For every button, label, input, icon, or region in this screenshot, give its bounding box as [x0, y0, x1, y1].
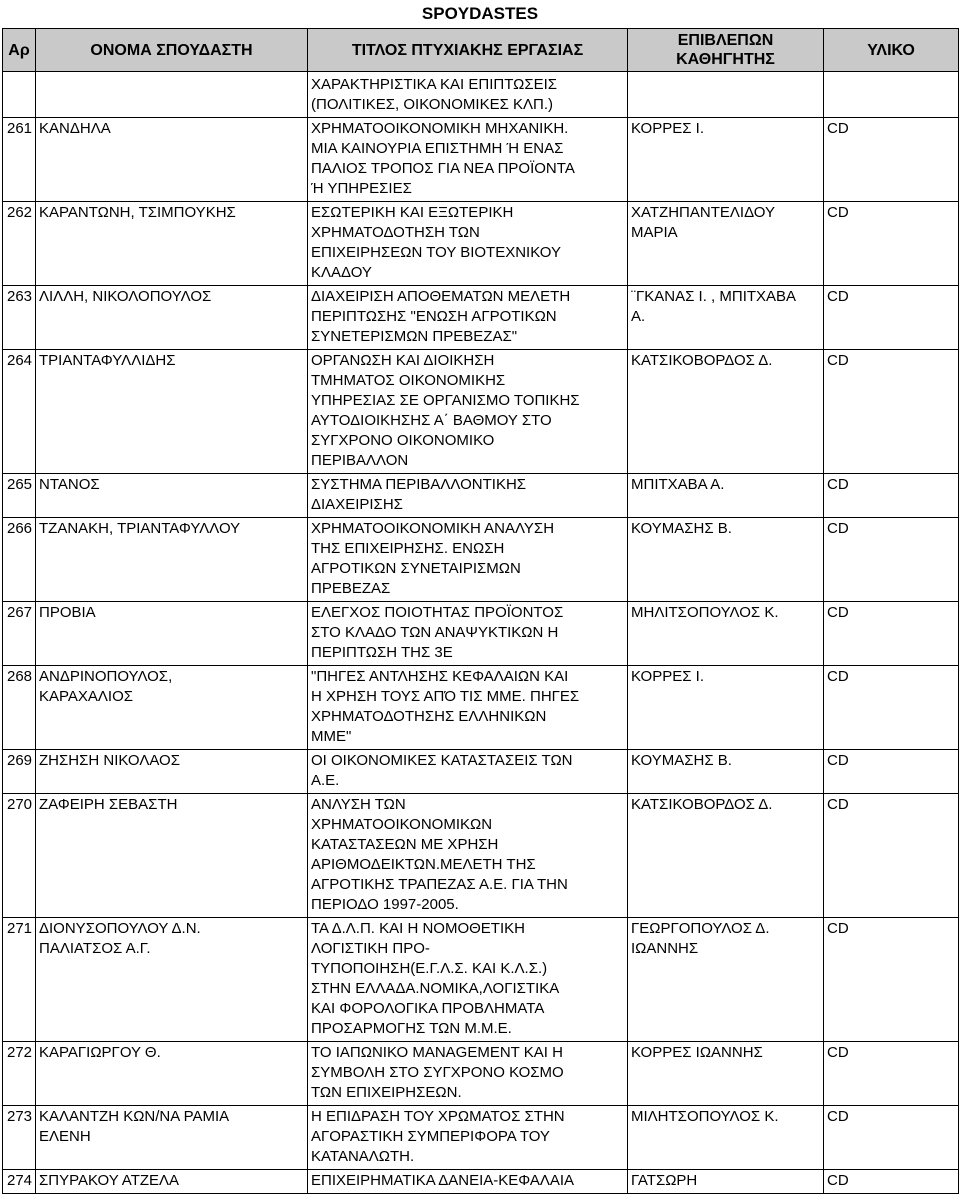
table-row — [3, 666, 959, 750]
thesis-title: ΕΠΙΧΕΙΡΗΜΑΤΙΚΑ ΔΑΝΕΙΑ-ΚΕΦΑΛΑΙΑ — [308, 1170, 628, 1194]
thesis-table — [2, 28, 959, 1194]
thesis-title: ΧΡΗΜΑΤΟΟΙΚΟΝΟΜΙΚΗ ΑΝΑΛΥΣΗ ΤΗΣ ΕΠΙΧΕΙΡΗΣΗΣ. ΕΝΩΣΗ ΑΓΡΟΤΙΚΩΝ ΣΥΝΕΤΑΙΡΙΣΜΩΝ ΠΡΕΒΕΖΑΣ — [308, 518, 628, 602]
student-name: ΝΤΑΝΟΣ — [36, 474, 308, 518]
table-row — [3, 72, 959, 118]
student-name: ΚΑΡΑΝΤΩΝΗ, ΤΣΙΜΠΟΥΚΗΣ — [36, 202, 308, 286]
table-row — [3, 1042, 959, 1106]
row-number: 263 — [3, 286, 36, 350]
header-student: ΟΝΟΜΑ ΣΠΟΥΔΑΣΤΗ — [36, 29, 308, 72]
supervisor-name: ΚΑΤΣΙΚΟΒΟΡΔΟΣ Δ. — [628, 794, 824, 918]
material-type: CD — [824, 794, 959, 918]
student-name: ΖΗΣΗΣΗ ΝΙΚΟΛΑΟΣ — [36, 750, 308, 794]
supervisor-name: ¨ΓΚΑΝΑΣ Ι. , ΜΠΙΤΧΑΒΑ Α. — [628, 286, 824, 350]
row-number: 266 — [3, 518, 36, 602]
row-number: 262 — [3, 202, 36, 286]
supervisor-name: ΚΟΡΡΕΣ Ι. — [628, 666, 824, 750]
material-type: CD — [824, 118, 959, 202]
student-name — [36, 72, 308, 118]
student-name: ΛΙΛΛΗ, ΝΙΚΟΛΟΠΟΥΛΟΣ — [36, 286, 308, 350]
thesis-title: ΕΛΕΓΧΟΣ ΠΟΙΟΤΗΤΑΣ ΠΡΟΪΟΝΤΟΣ ΣΤΟ ΚΛΑΔΟ ΤΩΝ ΑΝΑΨΥΚΤΙΚΩΝ Η ΠΕΡΙΠΤΩΣΗ ΤΗΣ 3Ε — [308, 602, 628, 666]
thesis-title: ΧΡΗΜΑΤΟΟΙΚΟΝΟΜΙΚΗ ΜΗΧΑΝΙΚΗ. ΜΙΑ ΚΑΙΝΟΥΡΙΑ ΕΠΙΣΤΗΜΗ Ή ΕΝΑΣ ΠΑΛΙΟΣ ΤΡΟΠΟΣ ΓΙΑ ΝΕΑ ΠΡΟΪΟΝΤΑ Ή ΥΠΗΡΕΣΙΕΣ — [308, 118, 628, 202]
material-type: CD — [824, 518, 959, 602]
thesis-title: ΑΝΛΥΣΗ ΤΩΝ ΧΡΗΜΑΤΟΟΙΚΟΝΟΜΙΚΩΝ ΚΑΤΑΣΤΑΣΕΩΝ ΜΕ ΧΡΗΣΗ ΑΡΙΘΜΟΔΕΙΚΤΩΝ.ΜΕΛΕΤΗ ΤΗΣ ΑΓΡΟΤΙΚΗΣ ΤΡΑΠΕΖΑΣ Α.Ε. ΓΙΑ ΤΗΝ ΠΕΡΙΟΔΟ 1997-2005. — [308, 794, 628, 918]
student-name: ΣΠΥΡΑΚΟΥ ΑΤΖΕΛΑ — [36, 1170, 308, 1194]
table-row — [3, 794, 959, 918]
material-type: CD — [824, 602, 959, 666]
supervisor-name: ΚΑΤΣΙΚΟΒΟΡΔΟΣ Δ. — [628, 350, 824, 474]
student-name: ΖΑΦΕΙΡΗ ΣΕΒΑΣΤΗ — [36, 794, 308, 918]
supervisor-name: ΚΟΡΡΕΣ ΙΩΑΝΝΗΣ — [628, 1042, 824, 1106]
material-type: CD — [824, 918, 959, 1042]
material-type: CD — [824, 286, 959, 350]
thesis-title: ΟΡΓΑΝΩΣΗ ΚΑΙ ΔΙΟΙΚΗΣΗ ΤΜΗΜΑΤΟΣ ΟΙΚΟΝΟΜΙΚΗΣ ΥΠΗΡΕΣΙΑΣ ΣΕ ΟΡΓΑΝΙΣΜΟ ΤΟΠΙΚΗΣ ΑΥΤΟΔΙΟΙΚΗΣΗΣ Α΄ ΒΑΘΜΟΥ ΣΤΟ ΣΥΓΧΡΟΝΟ ΟΙΚΟΝΟΜΙΚΟ ΠΕΡΙΒΑΛΛΟΝ — [308, 350, 628, 474]
header-row — [3, 29, 959, 72]
material-type: CD — [824, 666, 959, 750]
student-name: ΠΡΟΒΙΑ — [36, 602, 308, 666]
student-name: ΚΑΝΔΗΛΑ — [36, 118, 308, 202]
table-row — [3, 202, 959, 286]
thesis-title: ΤΟ ΙΑΠΩΝΙΚΟ MANAGEMENT ΚΑΙ Η ΣΥΜΒΟΛΗ ΣΤΟ ΣΥΓΧΡΟΝΟ ΚΟΣΜΟ ΤΩΝ ΕΠΙΧΕΙΡΗΣΕΩΝ. — [308, 1042, 628, 1106]
thesis-title: ΤΑ Δ.Λ.Π. ΚΑΙ Η ΝΟΜΟΘΕΤΙΚΗ ΛΟΓΙΣΤΙΚΗ ΠΡΟ- ΤΥΠΟΠΟΙΗΣΗ(Ε.Γ.Λ.Σ. ΚΑΙ Κ.Λ.Σ.) ΣΤΗΝ ΕΛΛΑΔΑ.ΝΟΜΙΚΑ,ΛΟΓΙΣΤΙΚΑ ΚΑΙ ΦΟΡΟΛΟΓΙΚΑ ΠΡΟΒΛΗΜΑΤΑ ΠΡΟΣΑΡΜΟΓΗΣ ΤΩΝ Μ.Μ.Ε. — [308, 918, 628, 1042]
row-number: 272 — [3, 1042, 36, 1106]
material-type — [824, 72, 959, 118]
thesis-title: ΔΙΑΧΕΙΡΙΣΗ ΑΠΟΘΕΜΑΤΩΝ ΜΕΛΕΤΗ ΠΕΡΙΠΤΩΣΗΣ "ΕΝΩΣΗ ΑΓΡΟΤΙΚΩΝ ΣΥΝΕΤΕΡΙΣΜΩΝ ΠΡΕΒΕΖΑΣ" — [308, 286, 628, 350]
row-number: 268 — [3, 666, 36, 750]
row-number: 269 — [3, 750, 36, 794]
supervisor-name: ΜΠΙΤΧΑΒΑ Α. — [628, 474, 824, 518]
thesis-title: ΧΑΡΑΚΤΗΡΙΣΤΙΚΑ ΚΑΙ ΕΠΙΠΤΩΣΕΙΣ (ΠΟΛΙΤΙΚΕΣ, ΟΙΚΟΝΟΜΙΚΕΣ ΚΛΠ.) — [308, 72, 628, 118]
supervisor-name: ΜΙΛΗΤΣΟΠΟΥΛΟΣ Κ. — [628, 1106, 824, 1170]
student-name: ΔΙΟΝΥΣΟΠΟΥΛΟΥ Δ.Ν. ΠΑΛΙΑΤΣΟΣ Α.Γ. — [36, 918, 308, 1042]
row-number: 271 — [3, 918, 36, 1042]
header-ar: Αρ — [3, 29, 36, 72]
table-row — [3, 602, 959, 666]
supervisor-name: ΚΟΥΜΑΣΗΣ Β. — [628, 518, 824, 602]
student-name: ΤΖΑΝΑΚΗ, ΤΡΙΑΝΤΑΦΥΛΛΟΥ — [36, 518, 308, 602]
student-name: ΤΡΙΑΝΤΑΦΥΛΛΙΔΗΣ — [36, 350, 308, 474]
material-type: CD — [824, 1042, 959, 1106]
table-row — [3, 474, 959, 518]
supervisor-name: ΜΗΛΙΤΣΟΠΟΥΛΟΣ Κ. — [628, 602, 824, 666]
header-supervisor: ΕΠΙΒΛΕΠΩΝ ΚΑΘΗΓΗΤΗΣ — [628, 29, 824, 72]
row-number: 265 — [3, 474, 36, 518]
row-number: 261 — [3, 118, 36, 202]
supervisor-name — [628, 72, 824, 118]
student-name: ΑΝΔΡΙΝΟΠΟΥΛΟΣ, ΚΑΡΑΧΑΛΙΟΣ — [36, 666, 308, 750]
row-number: 264 — [3, 350, 36, 474]
row-number: 273 — [3, 1106, 36, 1170]
thesis-title: ΣΥΣΤΗΜΑ ΠΕΡΙΒΑΛΛΟΝΤΙΚΗΣ ΔΙΑΧΕΙΡΙΣΗΣ — [308, 474, 628, 518]
row-number: 274 — [3, 1170, 36, 1194]
table-row — [3, 350, 959, 474]
row-number — [3, 72, 36, 118]
material-type: CD — [824, 202, 959, 286]
table-row — [3, 1106, 959, 1170]
row-number: 267 — [3, 602, 36, 666]
row-number: 270 — [3, 794, 36, 918]
document-banner: SPOYDASTES — [421, 4, 539, 23]
header-title: ΤΙΤΛΟΣ ΠΤΥΧΙΑΚΗΣ ΕΡΓΑΣΙΑΣ — [308, 29, 628, 72]
thesis-title: ΟΙ ΟΙΚΟΝΟΜΙΚΕΣ ΚΑΤΑΣΤΑΣΕΙΣ ΤΩΝ Α.Ε. — [308, 750, 628, 794]
table-row — [3, 518, 959, 602]
table-row — [3, 750, 959, 794]
material-type: CD — [824, 1106, 959, 1170]
material-type: CD — [824, 1170, 959, 1194]
student-name: ΚΑΛΑΝΤΖΗ ΚΩΝ/ΝΑ ΡΑΜΙΑ ΕΛΕΝΗ — [36, 1106, 308, 1170]
header-material: ΥΛΙΚΟ — [824, 29, 959, 72]
table-row — [3, 1170, 959, 1194]
supervisor-name: ΓΕΩΡΓΟΠΟΥΛΟΣ Δ. ΙΩΑΝΝΗΣ — [628, 918, 824, 1042]
table-row — [3, 918, 959, 1042]
supervisor-name: ΚΟΡΡΕΣ Ι. — [628, 118, 824, 202]
thesis-title: ΕΣΩΤΕΡΙΚΗ ΚΑΙ ΕΞΩΤΕΡΙΚΗ ΧΡΗΜΑΤΟΔΟΤΗΣΗ ΤΩΝ ΕΠΙΧΕΙΡΗΣΕΩΝ ΤΟΥ ΒΙΟΤΕΧΝΙΚΟΥ ΚΛΑΔΟΥ — [308, 202, 628, 286]
material-type: CD — [824, 474, 959, 518]
student-name: ΚΑΡΑΓΙΩΡΓΟΥ Θ. — [36, 1042, 308, 1106]
thesis-title: Η ΕΠΙΔΡΑΣΗ ΤΟΥ ΧΡΩΜΑΤΟΣ ΣΤΗΝ ΑΓΟΡΑΣΤΙΚΗ ΣΥΜΠΕΡΙΦΟΡΑ ΤΟΥ ΚΑΤΑΝΑΛΩΤΗ. — [308, 1106, 628, 1170]
supervisor-name: ΧΑΤΖΗΠΑΝΤΕΛΙΔΟΥ ΜΑΡΙΑ — [628, 202, 824, 286]
supervisor-name: ΚΟΥΜΑΣΗΣ Β. — [628, 750, 824, 794]
table-row — [3, 118, 959, 202]
supervisor-name: ΓΑΤΣΩΡΗ — [628, 1170, 824, 1194]
material-type: CD — [824, 750, 959, 794]
material-type: CD — [824, 350, 959, 474]
table-row — [3, 286, 959, 350]
thesis-title: "ΠΗΓΕΣ ΑΝΤΛΗΣΗΣ ΚΕΦΑΛΑΙΩΝ ΚΑΙ Η ΧΡΗΣΗ ΤΟΥΣ ΑΠΌ ΤΙΣ ΜΜΕ. ΠΗΓΕΣ ΧΡΗΜΑΤΟΔΟΤΗΣΗΣ ΕΛΛΗΝΙΚΩΝ ΜΜΕ" — [308, 666, 628, 750]
